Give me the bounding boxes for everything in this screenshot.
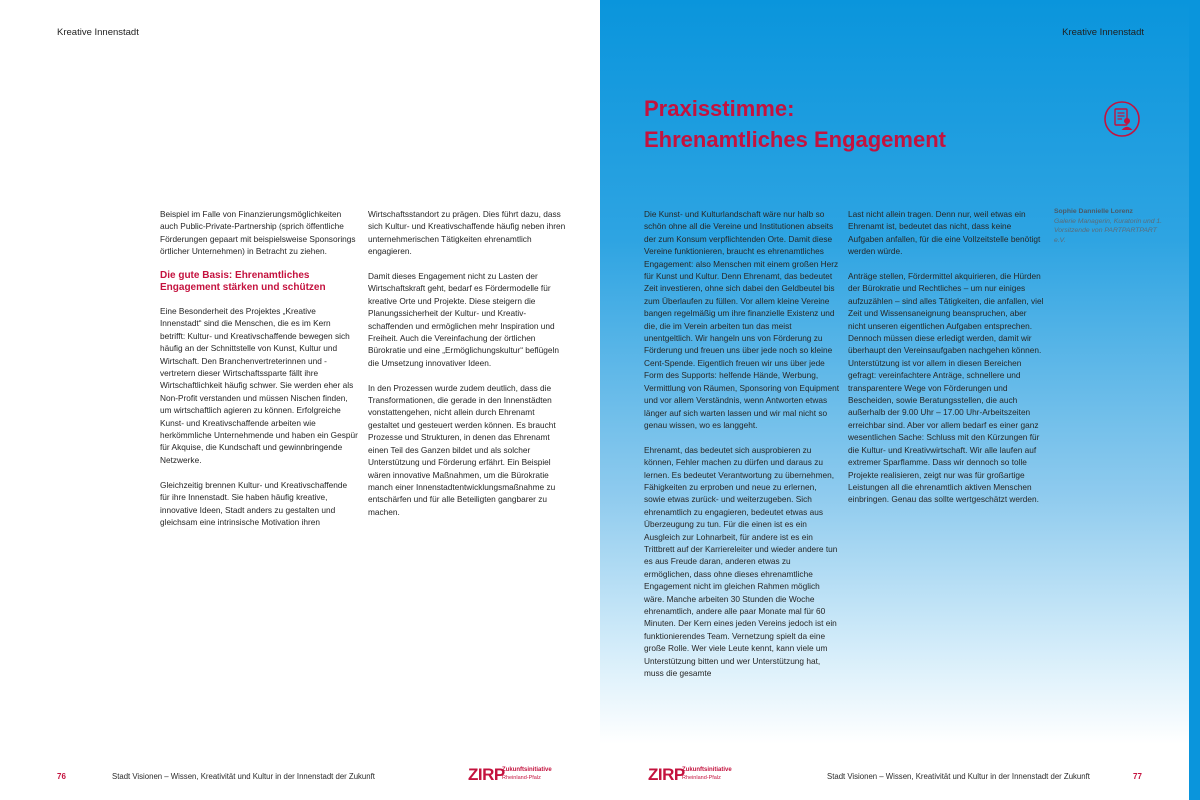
right-column-2 [848,208,1044,518]
section-subheading: Die gute Basis: Ehrenamtliches Engagement stärken und schützen [160,270,326,294]
quote-source [1054,207,1164,245]
left-column-2 [368,208,566,531]
footer-title: Stadt Visionen – Wissen, Kreativität und Kultur in der Innenstadt der Zukunft [112,772,375,781]
logo-line-2: Rheinland-Pfalz [682,775,721,781]
paragraph: Ehrenamt, das bedeutet sich ausprobieren zu können, Fehler machen zu dürfen und daraus zu lernen. Es bedeutet Verantwortung zu übernehmen, Fähigkeiten zu erproben und neue zu erlernen, sowie etwas zurück- und weiterzugeben. Sich ehrenamtlich zu engagieren, bedeutet etwas aus Überzeugung zu tun. Für die einen ist es ein Ausgleich zur Lohnarbeit, für andere ist es ein Trittbrett auf der Karriereleiter und wieder andere tun es aus Freude daran, anderen etwas zu ermöglichen, dass ohne dieses ehrenamtliche Engagement nicht im gleichen Rahmen möglich wäre. Manche arbeiten 30 Stunden die Woche ehrenamtlich, andere alle paar Monate mal für 60 Minuten. Der Kern eines jeden Vereins jedoch ist ein funktionierendes Team. Vernetzung spielt da eine große Rolle. Wer viele Leute kennt, kann viele um Unterstützung bitten und wer Unterstützung hat, muss die gesamte [644,444,838,679]
source-role: Galerie Managerin, Kuratorin und 1. Vorsitzende von PARTPARTPART e.V. [1054,217,1163,244]
paragraph: Wirtschaftsstandort zu prägen. Dies führt dazu, dass sich Kultur- und Kreativschaffende häufig neben ihren unternehmerischen Tätigkeiten ehrenamtlich engagieren. [368,209,566,257]
paragraph: Anträge stellen, Fördermittel akquirieren, die Hürden der Bürokratie und Rechtliches – um nur einiges aufzuzählen – sind alles Tätigkeiten, die anfallen, viel Zeit und Wissensaneignung beanspruchen, aber nicht unseren eigentlichen Aufgaben entsprechen. Dennoch müssen diese erledigt werden, damit wir überhaupt den Vereinsaufgaben nachgehen können. Unterstützung ist vor allem in diesen Bereichen gefragt: vereinfachtere Anträge, schnellere und transparentere Wege von Förderungen und Bescheiden, sowie Beratungsstellen, die auch außerhalb der 9.00 Uhr – 17.00 Uhr-Arbeitszeiten erreichbar sind. Aber vor allem bedarf es einer ganz wesentlichen Sache: Schluss mit den Kürzungen für die Kultur- und Kreativwirtschaft. Wir alle laufen auf extremer Sparflamme. Dass wir dennoch so tolle Projekte realisieren, zeigt nur was für großartige Leistungen all die ehrenamtlich aktiven Menschen einbringen. Genau das sollte wertgeschätzt werden. [848,271,1044,505]
zirp-logo [648,765,748,785]
right-column-1 [644,208,840,692]
person-document-icon [1103,100,1141,138]
paragraph: Beispiel im Falle von Finanzierungsmöglichkeiten auch Public-Private-Partnership (sprich öffentliche Förderungen gepaart mit beispielsweise Sponsorings örtlicher Unternehmen) in Betracht zu ziehen. [160,209,356,257]
footer-title: Stadt Visionen – Wissen, Kreativität und Kultur in der Innenstadt der Zukunft [827,772,1090,781]
paragraph: Last nicht allein tragen. Denn nur, weil etwas ein Ehrenamt ist, bedeutet das nicht, dass keine Aufgaben anfallen, für die eine Vollzeitstelle benötigt werden würde. [848,209,1041,257]
logo-line-1: Zukunftsinitiative [502,767,552,773]
running-head: Kreative Innenstadt [57,27,139,38]
right-page [600,0,1200,800]
logo-mark: ZIRP [648,765,685,784]
paragraph: Gleichzeitig brennen Kultur- und Kreativschaffende für ihre Innenstadt. Sie haben häufig kreative, innovative Ideen, Stadt anders zu gestalten und gleichsam eine intrinsische Motivation ihren [160,479,348,527]
headline-line-2: Ehrenamtliches Engagement [644,127,946,152]
logo-line-1: Zukunftsinitiative [682,767,732,773]
logo-mark: ZIRP [468,765,505,784]
source-name: Sophie Dannielle Lorenz [1054,208,1133,215]
page-number: 76 [57,772,66,781]
paragraph: Die Kunst- und Kulturlandschaft wäre nur halb so schön ohne all die Vereine und Institutionen abseits der zum Konsum verpflichtenden Orte. Damit diese Vereine funktionieren, braucht es ehrenamtliches Engagement: also Menschen mit einem großen Herz für Kunst und Kultur. Denn Ehrenamt, das bedeutet Zeit investieren, ohne sich dabei den Geldbeutel bis zum Überlaufen zu füllen. Vor allem kleine Vereine bangen regelmäßig um ihre finanzielle Existenz und die, die im Verein arbeiten tun das meist unentgeltlich. Wir hangeln uns von Förderung zu Förderung und freuen uns über jede noch so kleine Cent-Spende. Eigentlich freuen wir uns über jede Form des Supports: helfende Hände, Werbung, Vermittlung von Räumen, Sponsoring von Equipment und vor allem Verständnis, wenn Antworten etwas länger auf sich warten lassen und wir mal nicht so genau wissen, wo es langgeht. [644,209,840,430]
left-column-1 [160,208,358,541]
logo-line-2: Rheinland-Pfalz [502,775,541,781]
edge-strip [1189,0,1200,800]
running-head: Kreative Innenstadt [1062,27,1144,38]
paragraph: Eine Besonderheit des Projektes „Kreative Innenstadt“ sind die Menschen, die es im Kern betrifft: Kultur- und Kreativschaffende bewegen sich häufig an der Schnittstelle von Kunst, Kultur und Wirtschaft. Den Branchenvertreterinnen und -vertretern dieser Wirtschaftssparte fällt ihre Wirtschaftlichkeit häufig schwer. Sie werden eher als Non-Profit verstanden und müssen Nischen finden, um wirtschaftlich agieren zu können. Erfolgreiche Kunst- und Kreativschaffende arbeiten wie herkömmliche Unternehmende und haben ein Gespür für Akquise, die Kundschaft und gewinnbringende Netzwerke. [160,306,358,465]
page-headline [644,93,946,155]
paragraph: Damit dieses Engagement nicht zu Lasten der Wirtschaftskraft geht, bedarf es Fördermodelle für kreative Orte und Projekte. Diese steigern die Planungssicherheit der Kultur- und Kreativschaffenden und ermöglichen mehr Inspiration und Freiheit. Auch die Vereinfachung der örtlichen Bürokratie und eine „Ermöglichungskultur“ beflügeln die Umsetzung innovativer Ideen. [368,271,559,368]
zirp-logo [468,765,568,785]
paragraph: In den Prozessen wurde zudem deutlich, dass die Transformationen, die gerade in den Innenstädten vonstattengehen, nicht allein durch Ehrenamt gestaltet und gesteuert werden können. Es braucht Prozesse und Strukturen, in denen das Ehrenamt einen Teil des Ganzen bildet und als solcher Unterstützung und Förderung erfährt. Ein Beispiel wären innovative Maßnahmen, um die Bürokratie manch einer Innenstadtentwicklungsmaßnahme zu entschärfen und für alle Beteiligten gangbarer zu machen. [368,382,556,517]
headline-line-1: Praxisstimme: [644,96,795,121]
page-number: 77 [1133,772,1142,781]
